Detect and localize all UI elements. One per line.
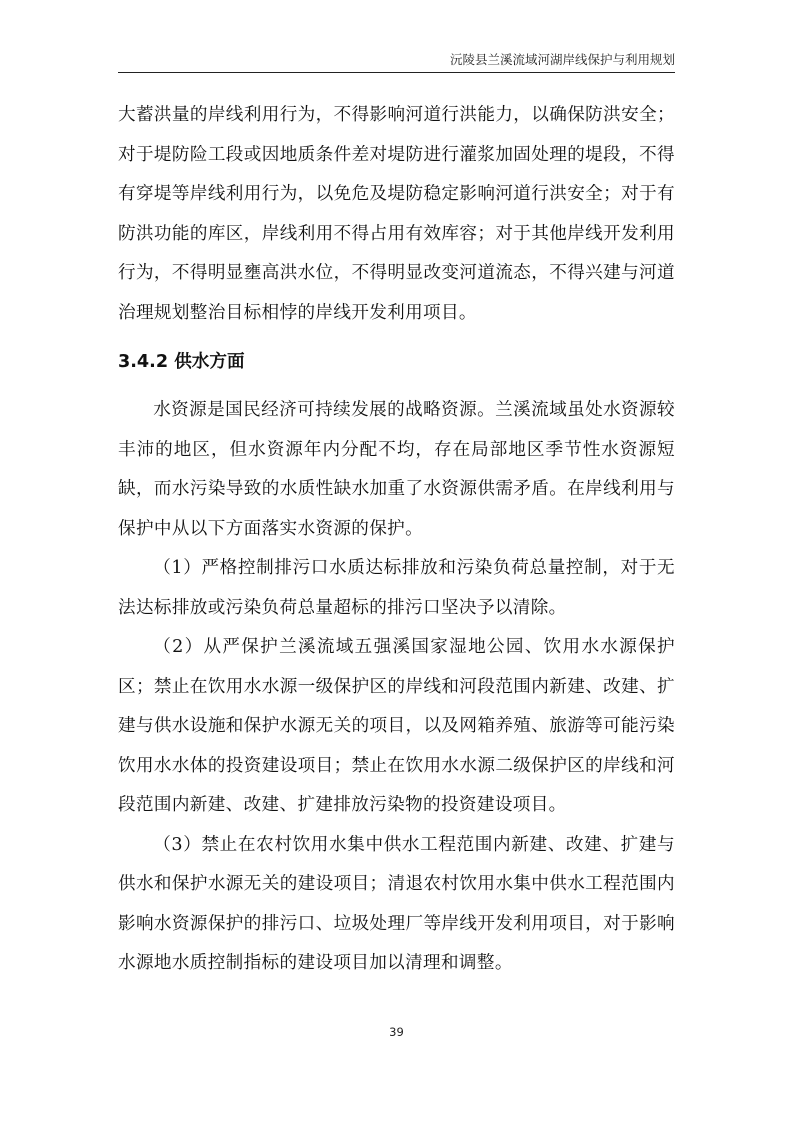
paragraph-item-2: （2）从严保护兰溪流域五强溪国家湿地公园、饮用水水源保护区；禁止在饮用水水源一级保护区的岸线和河段范围内新建、改建、扩建与供水设施和保护水源无关的项目，以及网箱养殖、旅游等可能污染饮用水水体的投资建设项目；禁止在饮用水水源二级保护区的岸线和河段范围内新建、改建、扩建排放污染物的投资建设项目。 bbox=[118, 637, 675, 815]
paragraph-intro: 水资源是国民经济可持续发展的战略资源。兰溪流域虽处水资源较丰沛的地区，但水资源年内分配不均，存在局部地区季节性水资源短缺，而水污染导致的水质性缺水加重了水资源供需矛盾。在岸线利用与保护中从以下方面落实水资源的保护。 bbox=[118, 400, 675, 539]
header-rule bbox=[118, 72, 675, 73]
section-heading: 3.4.2 供水方面 bbox=[118, 352, 245, 372]
running-header-title: 沅陵县兰溪流域河湖岸线保护与利用规划 bbox=[449, 52, 675, 67]
document-body bbox=[118, 96, 675, 984]
paragraph-item-3: （3）禁止在农村饮用水集中供水工程范围内新建、改建、扩建与供水和保护水源无关的建设项目；清退农村饮用水集中供水工程范围内影响水资源保护的排污口、垃圾处理厂等岸线开发利用项目，对于影响水源地水质控制指标的建设项目加以清理和调整。 bbox=[118, 834, 675, 973]
page-number: 39 bbox=[389, 1025, 404, 1039]
continued-paragraph: 大蓄洪量的岸线利用行为，不得影响河道行洪能力，以确保防洪安全；对于堤防险工段或因地质条件差对堤防进行灌浆加固处理的堤段，不得有穿堤等岸线利用行为，以免危及堤防稳定影响河道行洪安全；对于有防洪功能的库区，岸线利用不得占用有效库容；对于其他岸线开发利用行为，不得明显壅高洪水位，不得明显改变河道流态，不得兴建与河道治理规划整治目标相悖的岸线开发利用项目。 bbox=[118, 105, 675, 323]
paragraph-item-1: （1）严格控制排污口水质达标排放和污染负荷总量控制，对于无法达标排放或污染负荷总量超标的排污口坚决予以清除。 bbox=[118, 558, 675, 618]
